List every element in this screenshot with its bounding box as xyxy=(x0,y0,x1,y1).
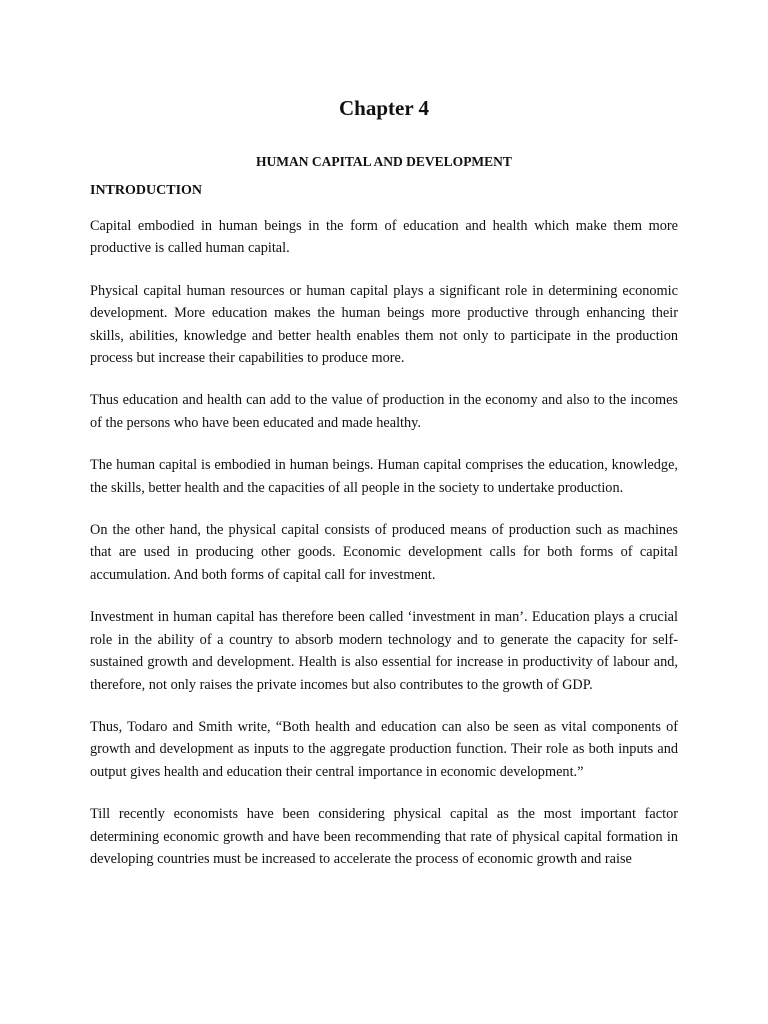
paragraph: Capital embodied in human beings in the form of education and health which make them more productive is called human capital. xyxy=(90,218,678,257)
paragraph: The human capital is embodied in human beings. Human capital comprises the education, knowledge, the skills, better health and the capacities of all people in the society to undertake production. xyxy=(90,457,678,496)
paragraph: Physical capital human resources or human capital plays a significant role in determining economic development. More education makes the human beings more productive through enhancing their skills, abilities, knowledge and better health enables them not only to participate in the production process but increase their capabilities to produce more. xyxy=(90,282,678,367)
introduction-heading: INTRODUCTION xyxy=(90,183,203,198)
body-text xyxy=(90,215,678,890)
chapter-title: Chapter 4 xyxy=(338,96,430,120)
paragraph: On the other hand, the physical capital consists of produced means of production such as machines that are used in producing other goods. Economic development calls for both forms of capital accumulation. And both forms of capital call for investment. xyxy=(90,522,678,583)
paragraph: Investment in human capital has therefore been called ‘investment in man’. Education plays a crucial role in the ability of a country to absorb modern technology and to generate the capacity for self-sustained growth and development. Health is also essential for increase in productivity of labour and, therefore, not only raises the private incomes but also contributes to the growth of GDP. xyxy=(90,609,678,693)
paragraph: Thus education and health can add to the value of production in the economy and also to the incomes of the persons who have been educated and made healthy. xyxy=(90,392,678,431)
paragraph: Till recently economists have been considering physical capital as the most important factor determining economic growth and have been recommending that rate of physical capital formation in developing countries must be increased to accelerate the process of economic growth and raise xyxy=(90,806,678,867)
paragraph: Thus, Todaro and Smith write, “Both health and education can also be seen as vital components of growth and development as inputs to the aggregate production function. Their role as both inputs and output gives health and education their central importance in economic development.” xyxy=(90,718,678,780)
section-title: HUMAN CAPITAL AND DEVELOPMENT xyxy=(256,154,512,169)
